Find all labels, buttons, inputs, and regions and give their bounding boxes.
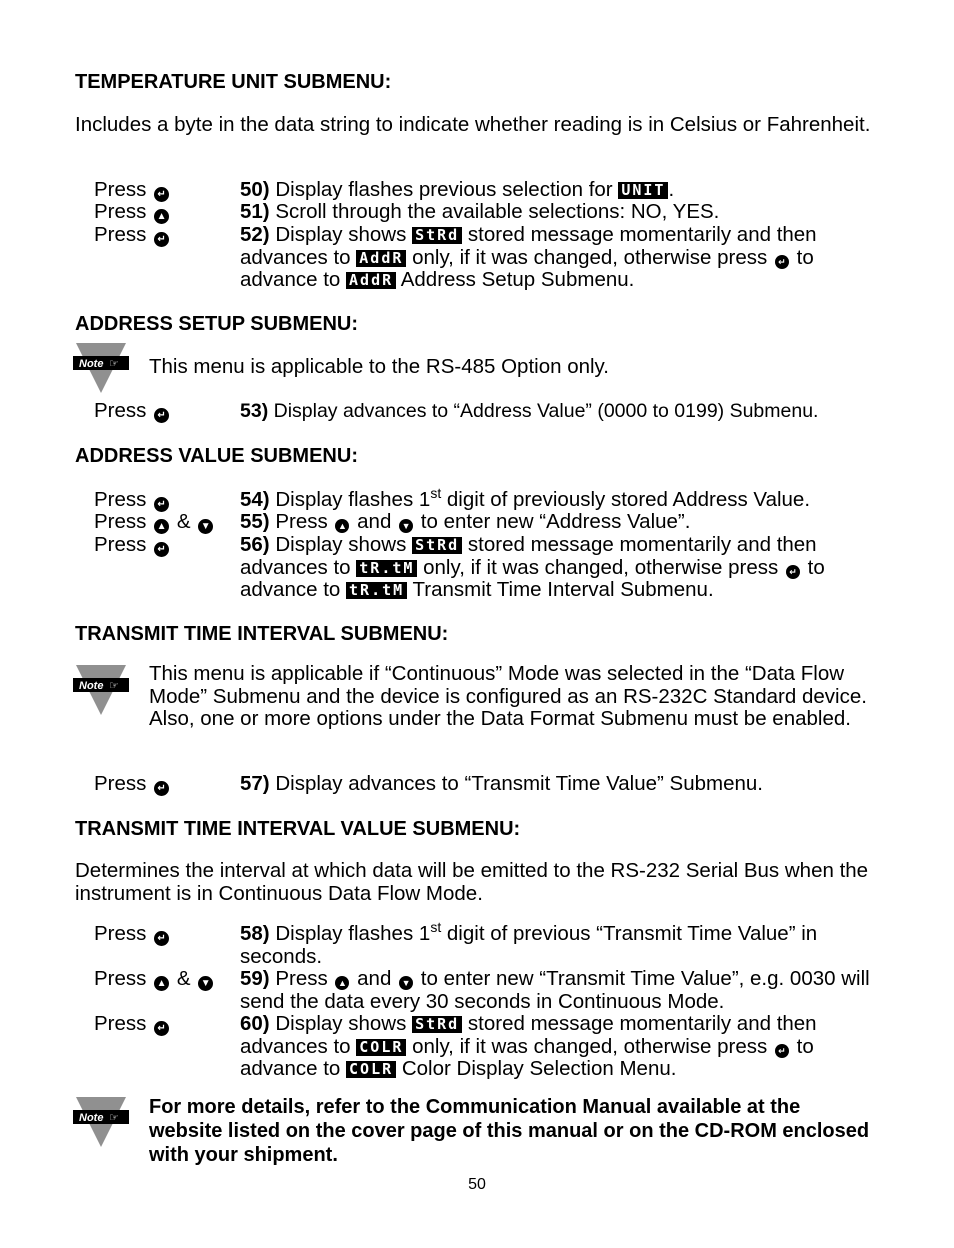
step-57 xyxy=(240,773,890,796)
step-59 xyxy=(240,968,890,1013)
step-text: only, if it was changed, otherwise press xyxy=(412,1034,768,1058)
step-60 xyxy=(240,1013,890,1081)
step-number: 60) xyxy=(240,1012,270,1035)
enter-button-icon: ↵ xyxy=(154,497,169,512)
step-56 xyxy=(240,534,890,602)
press-label: Press xyxy=(94,533,147,556)
lcd-stored: StRd xyxy=(412,227,462,244)
note-rs485: This menu is applicable to the RS-485 Option only. xyxy=(149,355,609,378)
press-row-53 xyxy=(94,400,171,423)
step-text: digit of previous “Transmit Time Value” in seconds. xyxy=(240,922,818,968)
press-row-55 xyxy=(94,511,215,534)
heading-transmit-value: TRANSMIT TIME INTERVAL VALUE SUBMENU: xyxy=(75,818,521,840)
enter-button-icon: ↵ xyxy=(786,565,800,579)
note-more-details: For more details, refer to the Communication Manual available at the website listed on the cover page of this manual or on the CD-ROM enclosed with your shipment. xyxy=(149,1096,870,1166)
superscript: st xyxy=(430,485,442,502)
enter-button-icon: ↵ xyxy=(154,931,169,946)
step-text: and xyxy=(357,967,392,990)
step-number: 58) xyxy=(240,922,270,945)
step-text: Address Setup Submenu. xyxy=(400,268,635,291)
step-number: 53) xyxy=(240,400,269,422)
step-number: 52) xyxy=(240,223,270,246)
step-number: 56) xyxy=(240,533,270,556)
lcd-addr: AddR xyxy=(346,272,396,289)
step-text: to advance to xyxy=(240,555,825,601)
press-label: Press xyxy=(94,178,147,201)
step-text: to advance to xyxy=(240,1034,814,1080)
press-row-57 xyxy=(94,773,171,796)
step-text: only, if it was changed, otherwise press xyxy=(423,555,779,579)
step-text: Press xyxy=(275,510,328,533)
step-54 xyxy=(240,485,890,512)
lcd-trtm: tR.tM xyxy=(346,582,407,599)
page-number: 50 xyxy=(468,1176,486,1193)
note-label: Note xyxy=(79,358,104,370)
step-text: Transmit Time Interval Submenu. xyxy=(412,578,714,601)
step-number: 57) xyxy=(240,772,270,795)
step-text: Display flashes 1 xyxy=(275,922,431,945)
enter-button-icon: ↵ xyxy=(154,781,169,796)
step-53 xyxy=(240,400,890,423)
press-row-60 xyxy=(94,1013,171,1036)
lcd-trtm: tR.tM xyxy=(356,560,417,577)
step-51 xyxy=(240,201,890,224)
step-text: stored message momentarily and then advances to xyxy=(240,533,817,579)
step-text-end: . xyxy=(668,178,675,201)
note-icon xyxy=(73,1097,129,1147)
step-number: 55) xyxy=(240,510,270,533)
enter-button-icon: ↵ xyxy=(154,542,169,557)
press-label: Press xyxy=(94,200,147,223)
lcd-unit: UNIT xyxy=(618,182,668,199)
note-label: Note xyxy=(79,680,104,692)
enter-button-icon: ↵ xyxy=(775,1044,789,1058)
step-text: Press xyxy=(275,967,328,990)
step-text: digit of previously stored Address Value. xyxy=(446,488,811,511)
step-text: stored message momentarily and then advances to xyxy=(240,223,817,269)
heading-address-value: ADDRESS VALUE SUBMENU: xyxy=(75,445,358,467)
press-row-50 xyxy=(94,179,171,202)
up-arrow-button-icon: ▲ xyxy=(154,976,169,991)
up-arrow-button-icon: ▲ xyxy=(154,519,169,534)
svg-text:☞: ☞ xyxy=(109,1111,119,1124)
ampersand: & xyxy=(176,510,191,533)
press-label: Press xyxy=(94,1012,147,1035)
press-row-54 xyxy=(94,489,171,512)
step-number: 54) xyxy=(240,488,270,511)
step-text: Display shows xyxy=(275,223,407,246)
enter-button-icon: ↵ xyxy=(775,255,789,269)
press-label: Press xyxy=(94,772,147,795)
press-row-58 xyxy=(94,923,171,946)
step-text: Display flashes 1 xyxy=(275,488,431,511)
press-label: Press xyxy=(94,922,147,945)
svg-text:☞: ☞ xyxy=(109,357,119,370)
step-number: 59) xyxy=(240,967,270,990)
step-text: Display flashes previous selection for xyxy=(275,178,613,201)
enter-button-icon: ↵ xyxy=(154,408,169,423)
enter-button-icon: ↵ xyxy=(154,232,169,247)
press-row-59 xyxy=(94,968,215,991)
enter-button-icon: ↵ xyxy=(154,187,169,202)
svg-text:☞: ☞ xyxy=(109,679,119,692)
press-label: Press xyxy=(94,488,147,511)
up-arrow-button-icon: ▲ xyxy=(335,519,349,533)
transmit-value-intro: Determines the interval at which data will be emitted to the RS-232 Serial Bus when the instrument is in Continuous Data Flow Mode. xyxy=(75,859,869,905)
step-text: Display advances to “Address Value” (0000 to 0199) Submenu. xyxy=(273,400,819,422)
note-continuous-mode: This menu is applicable if “Continuous” Mode was selected in the “Data Flow Mode” Submenu and the device is configured as an RS-232C Standard device. Also, one or more options under the Data Format Submenu must be enabled. xyxy=(149,662,867,730)
press-row-52 xyxy=(94,224,171,247)
step-50 xyxy=(240,179,890,202)
down-arrow-button-icon: ▼ xyxy=(198,519,213,534)
step-number: 50) xyxy=(240,178,270,201)
down-arrow-button-icon: ▼ xyxy=(399,976,413,990)
step-text: to enter new “Transmit Time Value”, e.g. 0030 will send the data every 30 seconds in Continuous Mode. xyxy=(240,967,870,1013)
note-icon xyxy=(73,343,129,393)
lcd-addr: AddR xyxy=(356,250,406,267)
up-arrow-button-icon: ▲ xyxy=(154,209,169,224)
step-text: Display shows xyxy=(275,1012,407,1035)
press-label: Press xyxy=(94,223,147,246)
press-label: Press xyxy=(94,399,147,422)
step-52 xyxy=(240,224,890,292)
step-text: Display shows xyxy=(275,533,407,556)
down-arrow-button-icon: ▼ xyxy=(399,519,413,533)
step-58 xyxy=(240,919,890,968)
step-55 xyxy=(240,511,890,534)
lcd-stored: StRd xyxy=(412,537,462,554)
step-text: stored message momentarily and then advances to xyxy=(240,1012,817,1058)
down-arrow-button-icon: ▼ xyxy=(198,976,213,991)
press-row-51 xyxy=(94,201,171,224)
temperature-unit-intro: Includes a byte in the data string to indicate whether reading is in Celsius or Fahrenheit. xyxy=(75,113,871,136)
lcd-colr: COLR xyxy=(356,1039,406,1056)
superscript: st xyxy=(430,919,442,936)
lcd-colr: COLR xyxy=(346,1061,396,1078)
step-text: to enter new “Address Value”. xyxy=(420,510,691,533)
step-number: 51) xyxy=(240,200,270,223)
step-text: Scroll through the available selections: NO, YES. xyxy=(275,200,720,223)
note-icon xyxy=(73,665,129,715)
ampersand: & xyxy=(176,967,191,990)
step-text: Display advances to “Transmit Time Value” Submenu. xyxy=(275,772,763,795)
step-text: only, if it was changed, otherwise press xyxy=(412,245,768,269)
heading-address-setup: ADDRESS SETUP SUBMENU: xyxy=(75,313,358,335)
press-row-56 xyxy=(94,534,171,557)
press-label: Press xyxy=(94,967,147,990)
step-text: and xyxy=(357,510,392,533)
step-text: Color Display Selection Menu. xyxy=(401,1057,677,1080)
enter-button-icon: ↵ xyxy=(154,1021,169,1036)
heading-temperature-unit: TEMPERATURE UNIT SUBMENU: xyxy=(75,71,392,93)
heading-transmit-interval: TRANSMIT TIME INTERVAL SUBMENU: xyxy=(75,623,449,645)
lcd-stored: StRd xyxy=(412,1016,462,1033)
step-text: to advance to xyxy=(240,245,814,291)
note-label: Note xyxy=(79,1112,104,1124)
up-arrow-button-icon: ▲ xyxy=(335,976,349,990)
press-label: Press xyxy=(94,510,147,533)
